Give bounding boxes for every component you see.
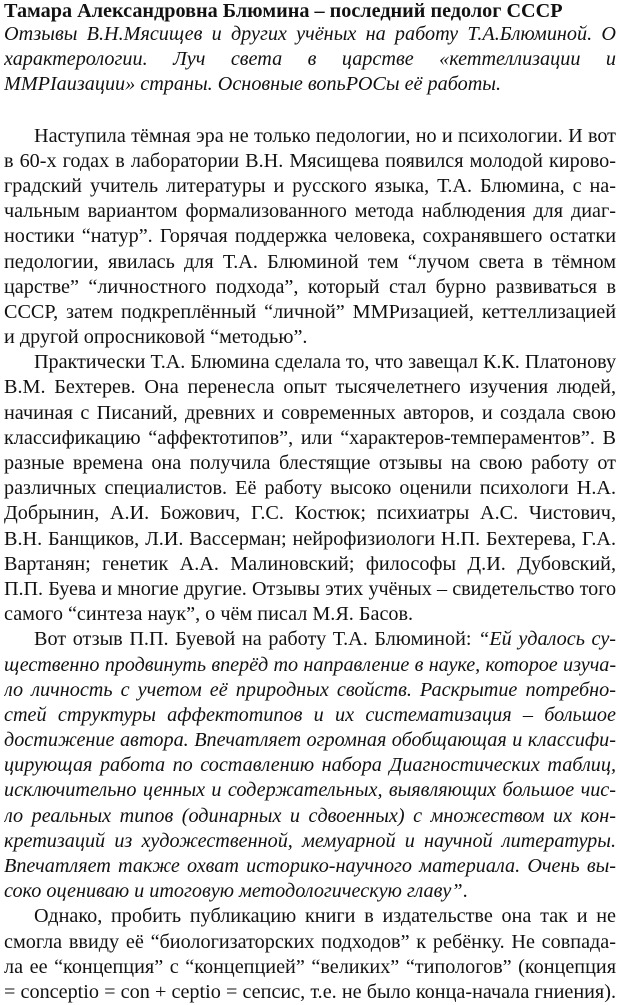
- paragraph-3-quote: [4, 627, 616, 904]
- quote-start: “Ей удалось су-: [478, 628, 616, 651]
- text-line: смогла ввиду её “биологизаторских подходов” к ребёнку. Не совпада-: [4, 930, 616, 953]
- quote-line: Впечатляет также охват историко-научного материала. Очень вы-: [4, 855, 616, 877]
- paragraph-2: [4, 350, 616, 627]
- text-line: Вартанян; генетик А.А. Малиновский; философы Д.И. Дубовский,: [4, 552, 616, 575]
- text-line: [4, 627, 616, 652]
- text-line: в 60-х годах в лаборатории В.Н. Мясищева появился молодой кирово-: [4, 149, 616, 172]
- quote-end: соко оцениваю и итоговую методологическую главу”: [4, 880, 463, 903]
- text-line: П.П. Буева и многие другие. Отзывы этих учёных – свидетельство того: [4, 577, 616, 600]
- text-line: различных специалистов. Её работу высоко оценили психологи Н.А.: [4, 477, 616, 500]
- blank-gap: [4, 98, 616, 124]
- subtitle-line: ММРІаизации» страны. Основные вопьРОСы её работы.: [4, 73, 502, 96]
- document-page: [4, 0, 616, 1005]
- text-line: ла ее “концепция” с “концепцией” “великих” “типологов” (концепция: [4, 955, 616, 978]
- text-line: СССР, затем подкреплённый “личной” ММРизацией, кеттеллизацией: [4, 300, 616, 323]
- text-line: ностики “натур”. Горячая поддержка человека, сохранявшего остатки: [4, 225, 616, 248]
- quote-line: стей структуры аффектотипов и их систематизация – большое: [4, 703, 616, 726]
- text-line: В.М. Бехтерев. Она перенесла опыт тысячелетнего изучения людей,: [4, 376, 616, 399]
- text-line: Однако, пробить публикацию книги в издательстве она так и не: [34, 905, 616, 928]
- paragraph-4: [4, 904, 616, 1005]
- subtitle: [4, 22, 616, 98]
- quote-line: достижение автора. Впечатляет огромная обобщающая и классифи-: [4, 729, 616, 752]
- quote-intro: Вот отзыв П.П. Буевой на работу Т.А. Блюминой:: [34, 628, 479, 651]
- text-line: В.Н. Банщиков, Л.И. Вассерман; нейрофизиологи Н.П. Бехтерева, Г.А.: [4, 527, 616, 550]
- text-line: самого “синтеза наук”, о чём писал М.Я. Басов.: [4, 603, 414, 626]
- quote-period: .: [462, 880, 468, 903]
- quote-line: ло личность с учетом её природных свойств. Раскрытие потребно-: [4, 678, 616, 701]
- quote-line: щественно продвинуть вперёд то направление в науке, которое изуча-: [4, 653, 616, 676]
- text-line: градский учитель литературы и русского языка, Т.А. Блюмина, с на-: [4, 174, 616, 197]
- text-line: и другой опросниковой “методью”.: [4, 326, 308, 349]
- text-line: царстве” “личностного подхода”, который стал бурно развиваться в: [4, 275, 616, 298]
- quote-line: цирующая работа по составлению набора Диагностических таблиц,: [4, 754, 616, 777]
- subtitle-line: Отзывы В.Н.Мясищев и других учёных на работу Т.А.Блюминой. О: [4, 23, 616, 45]
- text-line: классификацию “аффектотипов”, или “характеров-темпераментов”. В: [4, 426, 616, 449]
- text-line: начиная с Писаний, древних и современных авторов, и создала свою: [4, 401, 616, 424]
- text-line: педологии, явилась для Т.А. Блюминой тем “лучом света в тёмном: [4, 250, 616, 273]
- paragraph-1: [4, 124, 616, 351]
- document-title: Тамара Александровна Блюмина – последний педолог СССР: [4, 0, 563, 22]
- text-line: чальным вариантом формализованного метода наблюдения для диаг-: [4, 200, 616, 223]
- text-line: = conceptio = con + ceptio = сепсис, т.е. не было конца-начала гниения).: [4, 980, 616, 1003]
- text-line: Добрынин, А.И. Божович, Г.С. Костюк; психиатры А.С. Чистович,: [4, 502, 616, 525]
- quote-line: кретизаций из художественной, мемуарной и научной литературы.: [4, 829, 616, 852]
- text-line: [4, 879, 616, 904]
- quote-line: исключительно ценных и содержательных, выявляющих большое чис-: [4, 779, 616, 802]
- quote-line: ло реальных типов (одинарных и сдвоенных) с множеством их кон-: [4, 804, 616, 827]
- text-line: Практически Т.А. Блюмина сделала то, что завещал К.К. Платонову: [34, 351, 616, 374]
- text-line: Наступила тёмная эра не только педологии, но и психологии. И вот: [34, 124, 616, 147]
- subtitle-line: характерологии. Луч света в царстве «кеттеллизации и: [4, 48, 616, 71]
- text-line: разные времена она получила блестящие отзывы на свою работу от: [4, 452, 616, 474]
